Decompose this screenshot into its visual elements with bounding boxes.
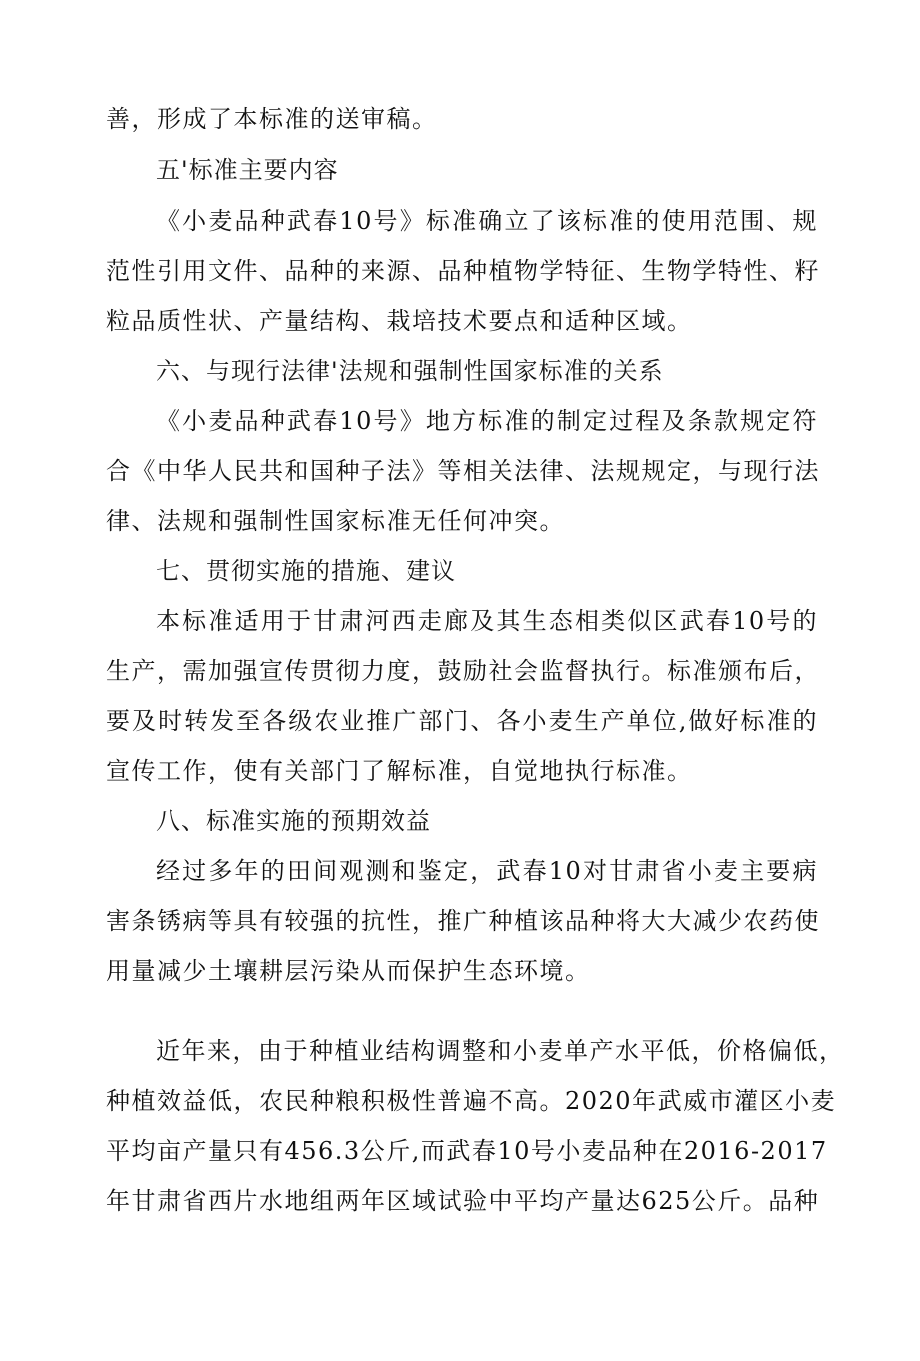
- text-line: 要及时转发至各级农业推广部门、各小麦生产单位,做好标准的: [106, 707, 818, 735]
- text-line: 合《中华人民共和国种子法》等相关法律、法规规定，与现行法: [106, 457, 820, 485]
- text-line: 范性引用文件、品种的来源、品种植物学特征、生物学特性、籽: [106, 257, 820, 285]
- text-line: 近年来，由于种植业结构调整和小麦单产水平低，价格偏低，: [156, 1037, 845, 1065]
- text-line: 本标准适用于甘肃河西走廊及其生态相类似区武春10号的: [156, 607, 818, 635]
- section-heading-7: 七、贯彻实施的措施、建议: [156, 557, 456, 585]
- text-line: 平均亩产量只有456.3公斤,而武春10号小麦品种在2016-2017: [106, 1137, 828, 1165]
- section-heading-8: 八、标准实施的预期效益: [156, 807, 431, 835]
- text-line: 害条锈病等具有较强的抗性，推广种植该品种将大大减少农药使: [106, 907, 820, 935]
- section-heading-5: 五'标准主要内容: [156, 156, 339, 184]
- text-line: 经过多年的田间观测和鉴定，武春10对甘肃省小麦主要病: [156, 857, 818, 885]
- text-line: 种植效益低，农民种粮积极性普遍不高。2020年武威市灌区小麦: [106, 1087, 837, 1115]
- text-line: 宣传工作，使有关部门了解标准，自觉地执行标准。: [106, 757, 693, 785]
- text-line: 《小麦品种武春10号》标准确立了该标准的使用范围、规: [156, 207, 818, 235]
- text-line: 善，形成了本标准的送审稿。: [106, 105, 438, 133]
- text-line: 用量减少土壤耕层污染从而保护生态环境。: [106, 957, 591, 985]
- section-heading-6: 六、与现行法律'法规和强制性国家标准的关系: [156, 357, 664, 385]
- text-line: 《小麦品种武春10号》地方标准的制定过程及条款规定符: [156, 407, 818, 435]
- text-line: 生产，需加强宣传贯彻力度，鼓励社会监督执行。标准颁布后，: [106, 657, 820, 685]
- text-line: 年甘肃省西片水地组两年区域试验中平均产量达625公斤。品种: [106, 1187, 820, 1215]
- text-line: 粒品质性状、产量结构、栽培技术要点和适种区域。: [106, 307, 693, 335]
- text-line: 律、法规和强制性国家标准无任何冲突。: [106, 507, 565, 535]
